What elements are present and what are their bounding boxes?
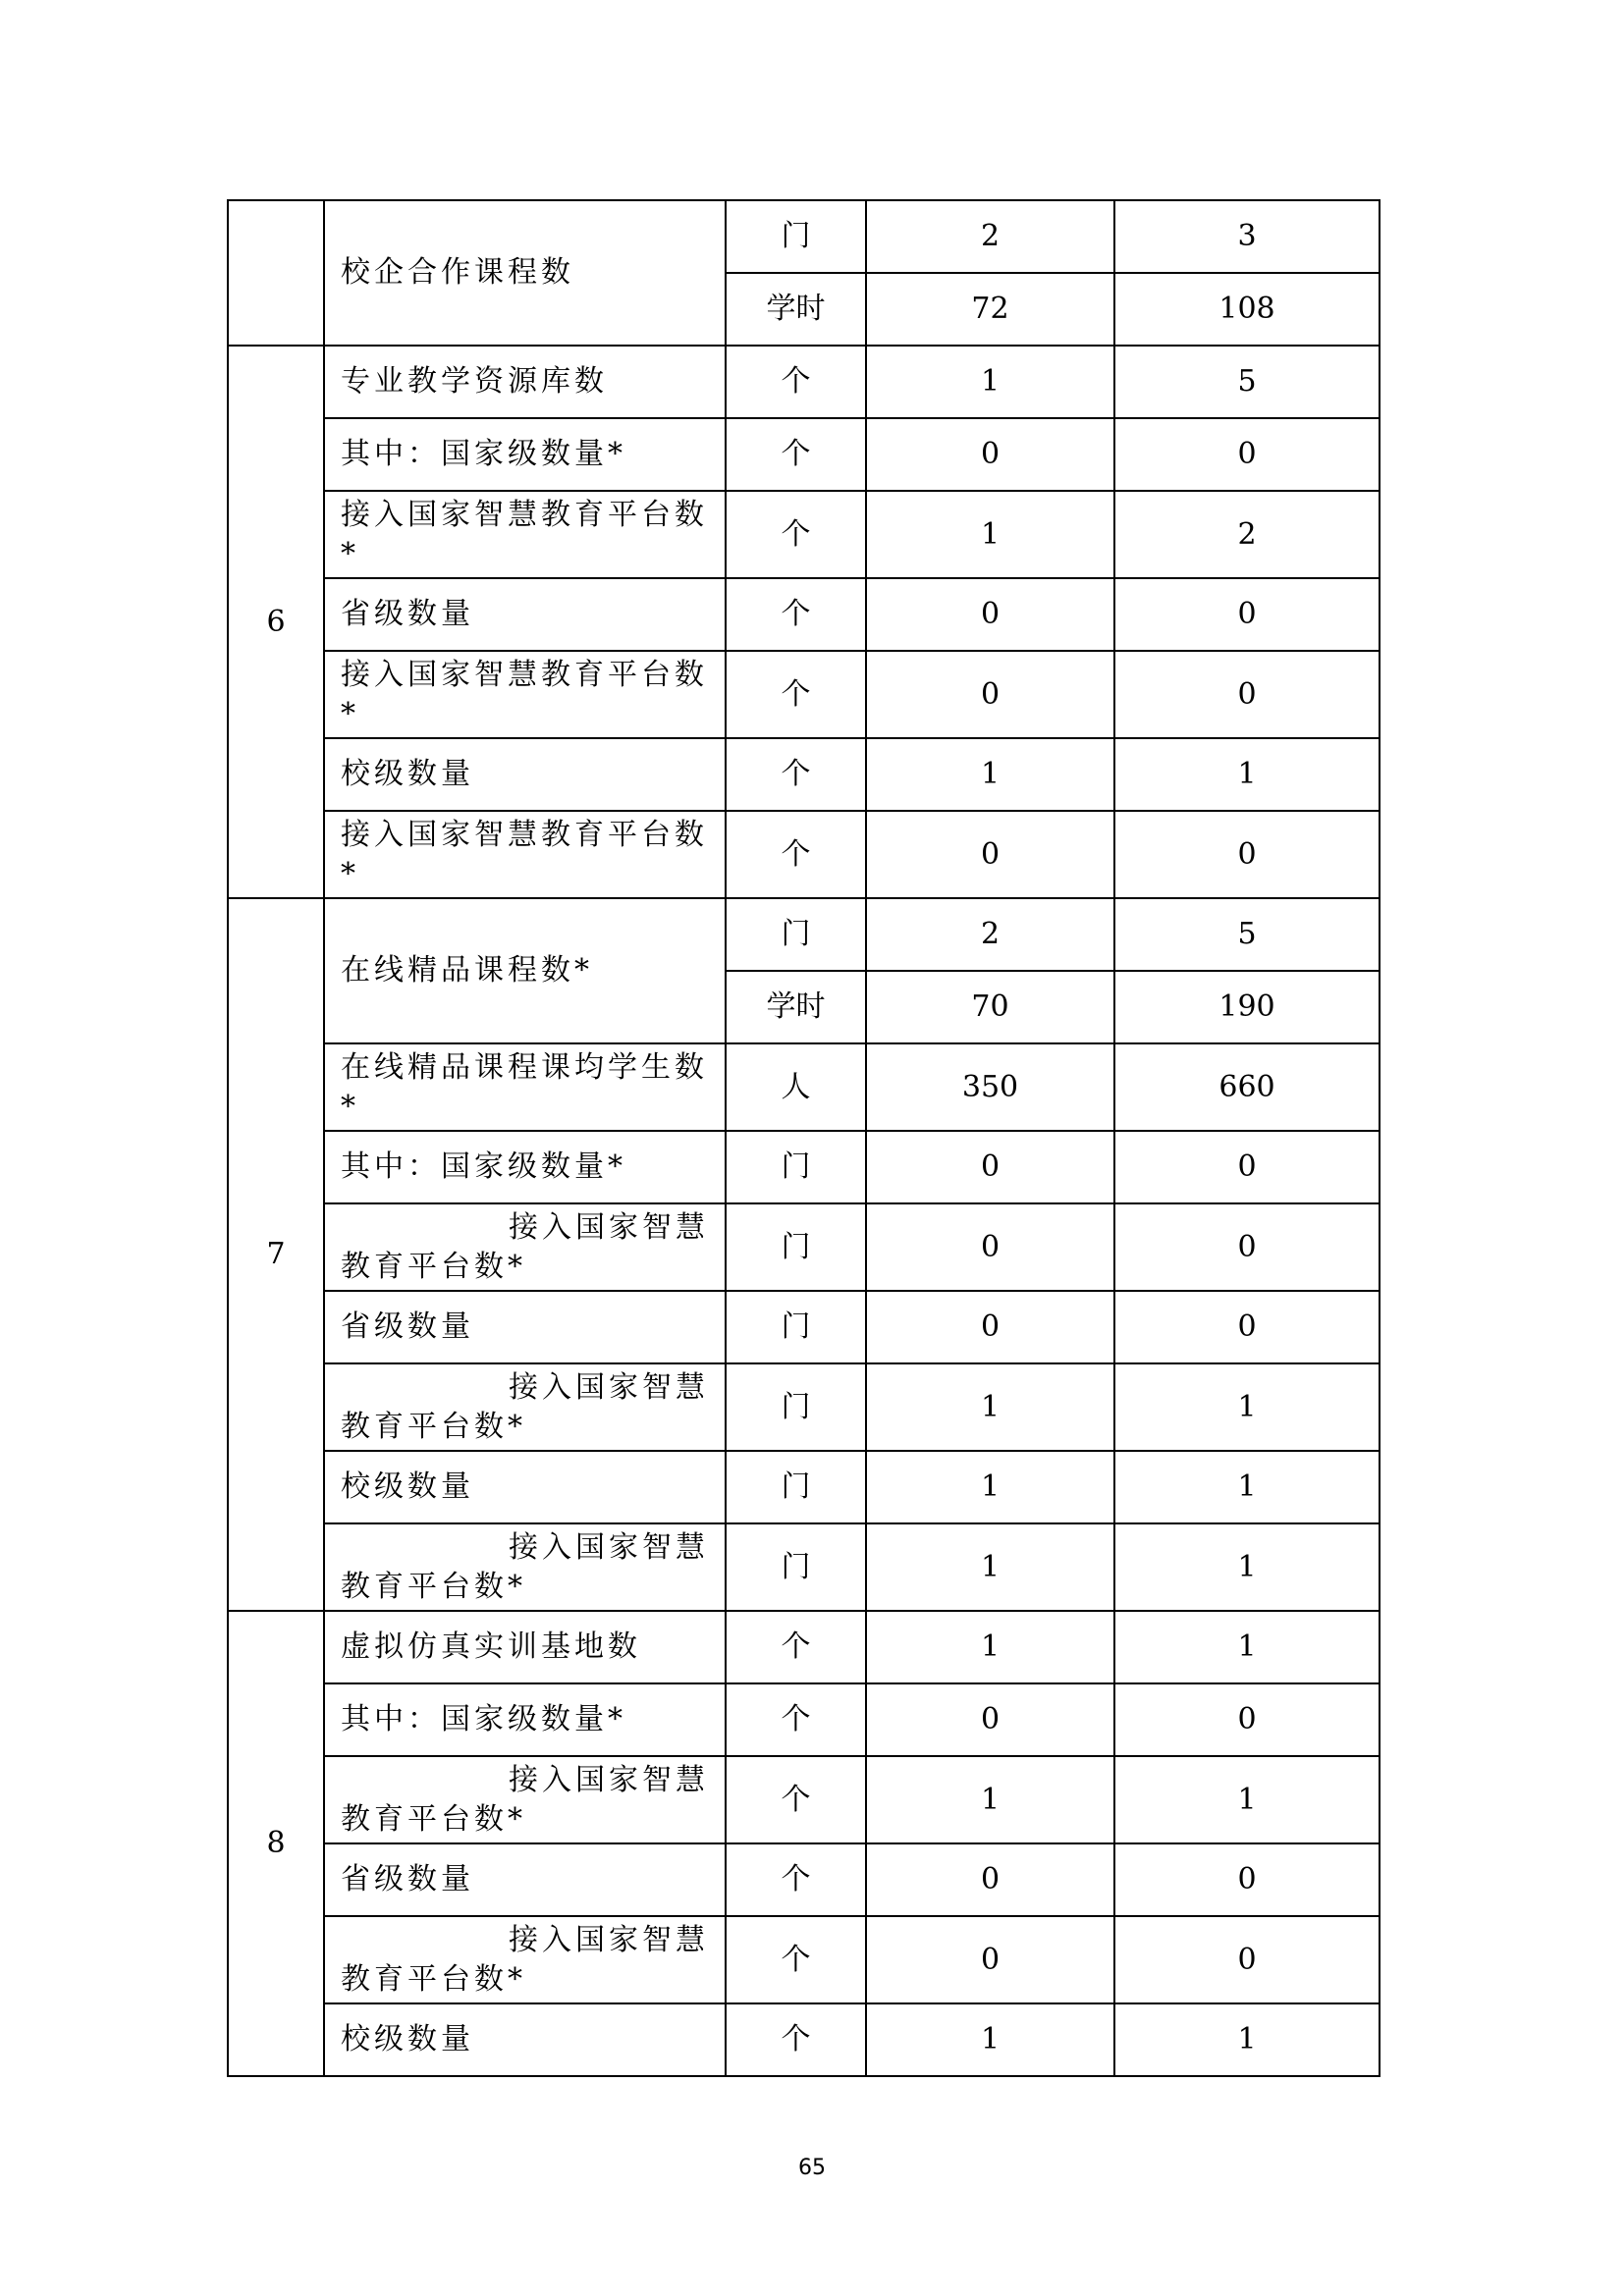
table-row <box>228 1203 1380 1291</box>
value-cell-1: 0 <box>866 1916 1114 2003</box>
value-cell-2: 3 <box>1114 200 1380 273</box>
value-cell-2: 0 <box>1114 1916 1380 2003</box>
unit-cell: 个 <box>726 651 866 738</box>
value-cell-2: 1 <box>1114 1611 1380 1683</box>
value-cell-2: 0 <box>1114 418 1380 491</box>
sequence-cell: 7 <box>228 898 324 1611</box>
table-row <box>228 811 1380 898</box>
unit-cell: 门 <box>726 1451 866 1523</box>
sequence-cell <box>228 200 324 346</box>
item-name-line-2: 教育平台数* <box>341 1249 526 1284</box>
table-row <box>228 578 1380 651</box>
value-cell-1: 0 <box>866 1203 1114 1291</box>
value-cell-1: 0 <box>866 1843 1114 1916</box>
value-cell-1: 0 <box>866 578 1114 651</box>
table-row <box>228 1131 1380 1203</box>
value-cell-2: 0 <box>1114 1203 1380 1291</box>
value-cell-2: 1 <box>1114 2003 1380 2076</box>
table-row <box>228 1451 1380 1523</box>
table-row <box>228 2003 1380 2076</box>
value-cell-2: 0 <box>1114 578 1380 651</box>
item-name-cell: 省级数量 <box>324 1291 726 1363</box>
unit-cell: 个 <box>726 1683 866 1756</box>
item-name-cell <box>324 1363 726 1451</box>
value-cell-2: 5 <box>1114 898 1380 971</box>
table-row <box>228 1843 1380 1916</box>
value-cell-1: 1 <box>866 1523 1114 1611</box>
item-name-cell: 接入国家智慧教育平台数* <box>324 811 726 898</box>
value-cell-1: 2 <box>866 200 1114 273</box>
unit-cell: 门 <box>726 1203 866 1291</box>
table-row <box>228 1043 1380 1131</box>
item-name-cell: 省级数量 <box>324 1843 726 1916</box>
value-cell-2: 0 <box>1114 1683 1380 1756</box>
sequence-cell: 8 <box>228 1611 324 2076</box>
table-row <box>228 418 1380 491</box>
unit-cell: 门 <box>726 200 866 273</box>
item-name-cell <box>324 1756 726 1843</box>
table-row <box>228 491 1380 578</box>
value-cell-1: 0 <box>866 418 1114 491</box>
item-name-cell: 专业教学资源库数 <box>324 346 726 418</box>
value-cell-2: 1 <box>1114 1363 1380 1451</box>
item-name-line-2: 教育平台数* <box>341 1961 526 1997</box>
table-row <box>228 738 1380 811</box>
item-name-line-1: 接入国家智慧 <box>509 1922 709 1957</box>
item-name-cell: 其中：国家级数量* <box>324 1683 726 1756</box>
value-cell-1: 1 <box>866 346 1114 418</box>
value-cell-1: 0 <box>866 651 1114 738</box>
table-row <box>228 1683 1380 1756</box>
item-name-cell: 在线精品课程课均学生数* <box>324 1043 726 1131</box>
value-cell-2: 1 <box>1114 1451 1380 1523</box>
value-cell-2: 0 <box>1114 1131 1380 1203</box>
sequence-cell: 6 <box>228 346 324 898</box>
table-row <box>228 1363 1380 1451</box>
table-row <box>228 1756 1380 1843</box>
item-name-cell <box>324 1203 726 1291</box>
item-name-cell: 省级数量 <box>324 578 726 651</box>
item-name-line-1: 接入国家智慧 <box>509 1369 709 1405</box>
unit-cell: 门 <box>726 1523 866 1611</box>
value-cell-2: 0 <box>1114 1291 1380 1363</box>
table-row <box>228 651 1380 738</box>
value-cell-1: 350 <box>866 1043 1114 1131</box>
unit-cell: 个 <box>726 491 866 578</box>
value-cell-1: 0 <box>866 1683 1114 1756</box>
item-name-cell: 校级数量 <box>324 1451 726 1523</box>
value-cell-1: 1 <box>866 1756 1114 1843</box>
value-cell-2: 5 <box>1114 346 1380 418</box>
value-cell-2: 1 <box>1114 1523 1380 1611</box>
value-cell-2: 660 <box>1114 1043 1380 1131</box>
value-cell-2: 1 <box>1114 738 1380 811</box>
table-row <box>228 200 1380 273</box>
item-name-cell: 接入国家智慧教育平台数* <box>324 651 726 738</box>
unit-cell: 个 <box>726 1611 866 1683</box>
unit-cell: 学时 <box>726 971 866 1043</box>
value-cell-1: 1 <box>866 1363 1114 1451</box>
item-name-cell: 在线精品课程数* <box>324 898 726 1043</box>
page-number: 65 <box>798 2156 826 2180</box>
statistics-table <box>227 199 1380 2077</box>
item-name-line-1: 接入国家智慧 <box>509 1762 709 1797</box>
item-name-cell: 接入国家智慧教育平台数* <box>324 491 726 578</box>
unit-cell: 门 <box>726 898 866 971</box>
value-cell-1: 2 <box>866 898 1114 971</box>
unit-cell: 个 <box>726 346 866 418</box>
item-name-cell: 其中：国家级数量* <box>324 1131 726 1203</box>
value-cell-2: 0 <box>1114 1843 1380 1916</box>
value-cell-2: 1 <box>1114 1756 1380 1843</box>
unit-cell: 个 <box>726 738 866 811</box>
value-cell-1: 72 <box>866 273 1114 346</box>
table-row <box>228 1916 1380 2003</box>
item-name-cell: 校级数量 <box>324 2003 726 2076</box>
unit-cell: 个 <box>726 1916 866 2003</box>
item-name-line-2: 教育平台数* <box>341 1409 526 1444</box>
value-cell-2: 0 <box>1114 811 1380 898</box>
value-cell-2: 108 <box>1114 273 1380 346</box>
item-name-cell <box>324 1523 726 1611</box>
table-row <box>228 1611 1380 1683</box>
value-cell-1: 1 <box>866 738 1114 811</box>
unit-cell: 个 <box>726 2003 866 2076</box>
item-name-cell <box>324 1916 726 2003</box>
value-cell-2: 0 <box>1114 651 1380 738</box>
value-cell-1: 1 <box>866 1611 1114 1683</box>
value-cell-1: 1 <box>866 2003 1114 2076</box>
item-name-cell: 校级数量 <box>324 738 726 811</box>
unit-cell: 门 <box>726 1363 866 1451</box>
value-cell-2: 190 <box>1114 971 1380 1043</box>
item-name-cell: 校企合作课程数 <box>324 200 726 346</box>
table-row <box>228 346 1380 418</box>
value-cell-1: 1 <box>866 1451 1114 1523</box>
value-cell-1: 0 <box>866 1131 1114 1203</box>
item-name-line-2: 教育平台数* <box>341 1801 526 1837</box>
table-row <box>228 1523 1380 1611</box>
item-name-cell: 其中：国家级数量* <box>324 418 726 491</box>
unit-cell: 学时 <box>726 273 866 346</box>
item-name-line-1: 接入国家智慧 <box>509 1529 709 1565</box>
table-row <box>228 898 1380 971</box>
unit-cell: 个 <box>726 1756 866 1843</box>
table-row <box>228 1291 1380 1363</box>
value-cell-1: 0 <box>866 1291 1114 1363</box>
item-name-line-2: 教育平台数* <box>341 1569 526 1604</box>
item-name-cell: 虚拟仿真实训基地数 <box>324 1611 726 1683</box>
item-name-line-1: 接入国家智慧 <box>509 1209 709 1245</box>
unit-cell: 个 <box>726 578 866 651</box>
value-cell-1: 0 <box>866 811 1114 898</box>
unit-cell: 个 <box>726 1843 866 1916</box>
value-cell-2: 2 <box>1114 491 1380 578</box>
unit-cell: 人 <box>726 1043 866 1131</box>
unit-cell: 门 <box>726 1291 866 1363</box>
value-cell-1: 1 <box>866 491 1114 578</box>
unit-cell: 个 <box>726 811 866 898</box>
unit-cell: 门 <box>726 1131 866 1203</box>
value-cell-1: 70 <box>866 971 1114 1043</box>
unit-cell: 个 <box>726 418 866 491</box>
